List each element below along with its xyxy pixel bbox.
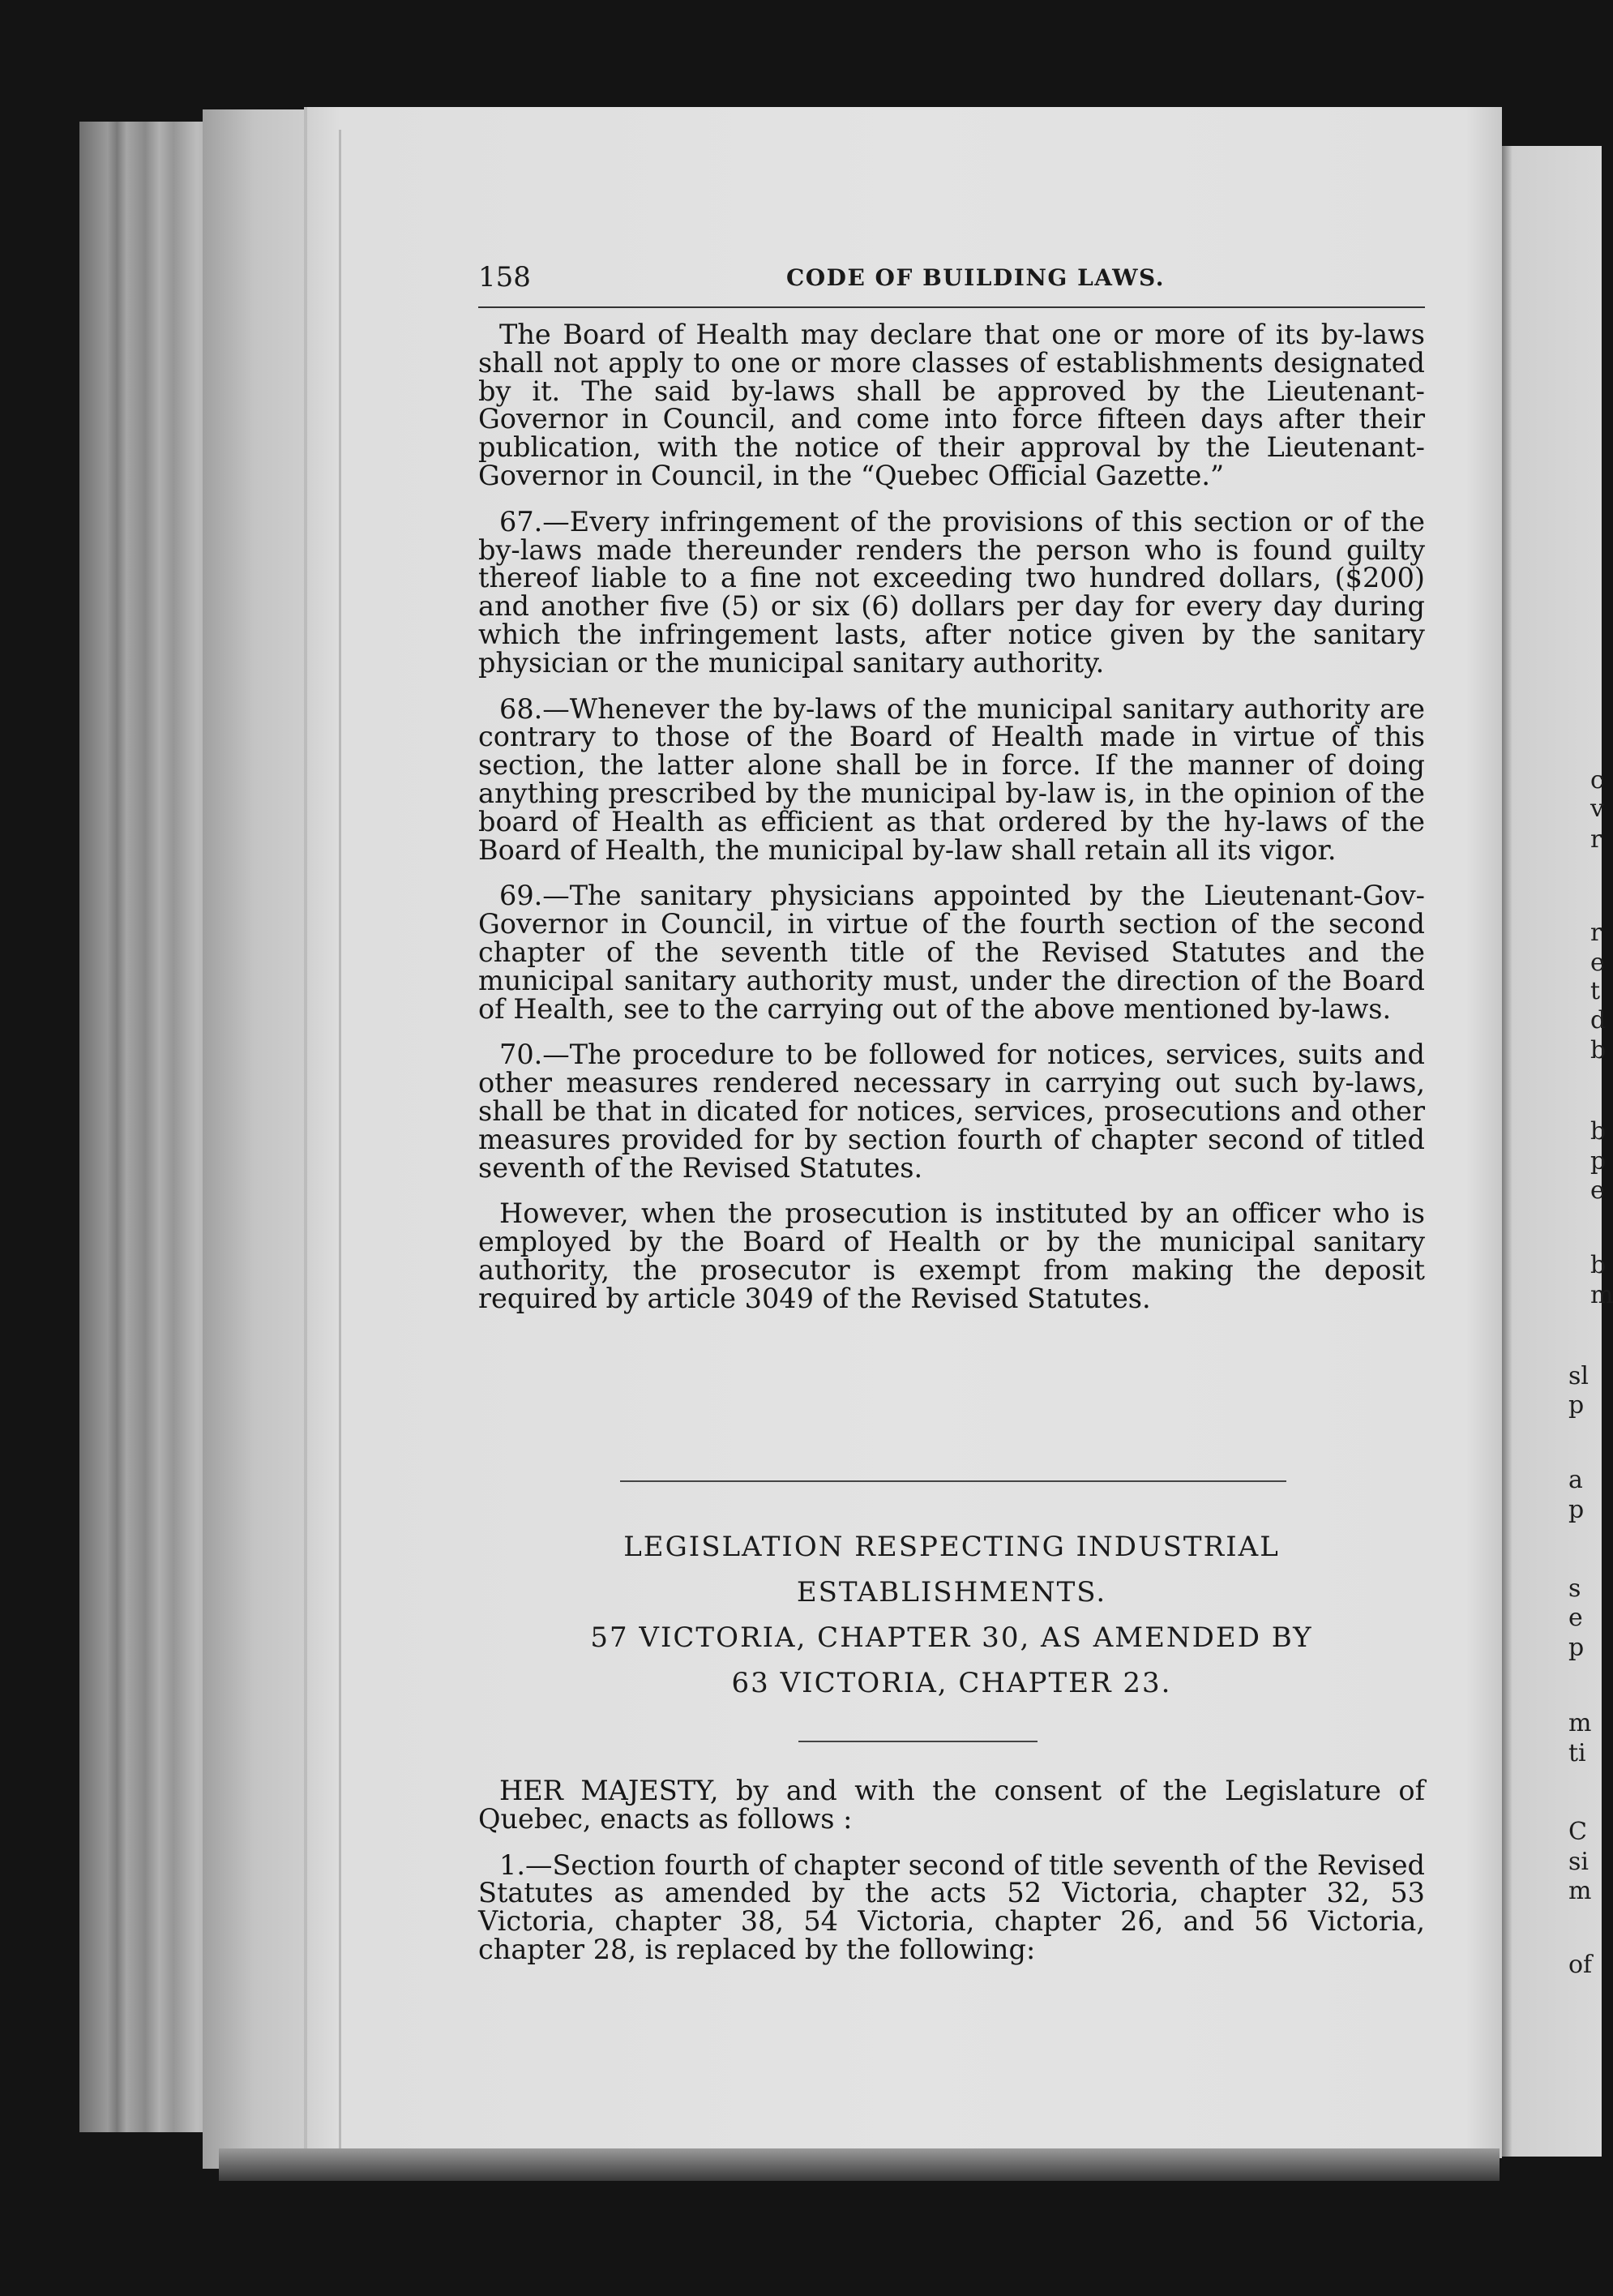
paragraph-section-68: 68.—Whenever the by-laws of the municipal sanitary authority are contrary to those of the Board of Health made in virtue of this section, the latter alone shall be in force. If the manner of doing anything prescribed by the municipal by-law is, in the opinion of the board of Health as efficient as that ordered by the hy-laws of the Board of Health, the municipal by-law shall retain all its vigor. bbox=[478, 692, 1425, 866]
paragraph: The Board of Health may declare that one or more of its by-laws shall not apply to one or more classes of establishments designated by it. The said by-laws shall be approved by the Lieutenant-Governor in Council, and come into force fifteen days after their publication, with the notice of their approval by the Lieutenant-Governor in Council, in the “Quebec Official Gazette.” bbox=[478, 319, 1425, 491]
paragraph: However, when the prosecution is instituted by an officer who is employed by the Board of Health or by the municipal sanitary authority, the prosecutor is exempt from making the deposit required by article 3049 of the Revised Statutes. bbox=[478, 1197, 1425, 1314]
paragraph-section-1: 1.—Section fourth of chapter second of title seventh of the Revised Statutes as amended by the acts 52 Victoria, chapter 32, 53 Victoria, chapter 38, 54 Victoria, chapter 26, and 56 Victoria, chapter 28, is replaced by the following: bbox=[478, 1848, 1425, 1965]
facing-page-fragment: C bbox=[1568, 1818, 1587, 1846]
enacting-clause: HER MAJESTY, by and with the consent of the Legislature of Quebec, enacts as follows : bbox=[478, 1775, 1425, 1835]
facing-page-fragment: of bbox=[1568, 1951, 1593, 1979]
facing-page-fragment: c bbox=[1590, 766, 1604, 795]
section-heading-line: LEGISLATION RESPECTING INDUSTRIAL bbox=[623, 1531, 1280, 1563]
facing-page-fragment: m bbox=[1568, 1877, 1592, 1905]
section-divider bbox=[620, 1480, 1286, 1482]
page-gutter-line bbox=[339, 130, 341, 2148]
paragraph-section-67: 67.—Every infringement of the provisions of this section or of the by-laws made thereunder renders the person who is found guilty thereof liable to a fine not exceeding two hundred dollars, ($200) and another five (5) or six (6) dollars per day for every day during which the infringement lasts, after notice given by the sanitary physician or the municipal sanitary authority. bbox=[478, 505, 1425, 679]
facing-page-fragment: sl bbox=[1568, 1362, 1589, 1390]
facing-page-fragment: b bbox=[1590, 1251, 1607, 1279]
facing-page-fragment: p bbox=[1568, 1634, 1585, 1662]
page-header bbox=[478, 261, 1425, 293]
facing-page-fragment: b bbox=[1590, 1117, 1607, 1146]
facing-page-fragment: d bbox=[1590, 1006, 1607, 1034]
section-heading-line: 63 VICTORIA, CHAPTER 23. bbox=[731, 1667, 1172, 1699]
page-number: 158 bbox=[478, 261, 531, 293]
body-text-continued bbox=[478, 1777, 1425, 1982]
facing-page-fragment: s bbox=[1568, 1574, 1581, 1603]
body-text bbox=[478, 321, 1425, 1331]
facing-page-fragment: si bbox=[1568, 1848, 1589, 1876]
facing-page-fragment: m bbox=[1590, 1281, 1613, 1309]
facing-page-fragment: e bbox=[1590, 949, 1605, 977]
facing-page-fragment: t bbox=[1590, 977, 1601, 1005]
facing-page-fragment: p bbox=[1568, 1391, 1585, 1420]
facing-page-fragment: a bbox=[1568, 1466, 1583, 1494]
paragraph-section-70: 70.—The procedure to be followed for notices, services, suits and other measures rendered necessary in carrying out such by-laws, shall be that in dicated for notices, services, prosecutions and other measures provided for by section fourth of chapter second of titled seventh of the Revised Statutes. bbox=[478, 1039, 1425, 1184]
short-divider bbox=[798, 1741, 1038, 1742]
facing-page-fragment: b bbox=[1590, 1036, 1607, 1064]
section-heading bbox=[478, 1524, 1425, 1706]
header-rule bbox=[478, 306, 1425, 308]
page-bottom-edge bbox=[219, 2148, 1500, 2181]
section-heading-line: ESTABLISHMENTS. bbox=[796, 1576, 1107, 1608]
facing-page-fragment: p bbox=[1590, 1147, 1607, 1176]
running-head: CODE OF BUILDING LAWS. bbox=[786, 264, 1165, 291]
section-heading-line: 57 VICTORIA, CHAPTER 30, AS AMENDED BY bbox=[590, 1621, 1313, 1654]
facing-page-fragment: m bbox=[1568, 1709, 1592, 1737]
paragraph-section-69: 69.—The sanitary physicians appointed by the Lieutenant-Gov-Governor in Council, in virtue of the fourth section of the second chapter of the seventh title of the Revised Statutes and the municipal sanitary authority must, under the direction of the Board of Health, see to the carrying out of the above mentioned by-laws. bbox=[478, 880, 1425, 1025]
facing-page-fragment: ti bbox=[1568, 1739, 1586, 1767]
facing-page-fragment: e bbox=[1590, 1176, 1605, 1205]
facing-page-fragment: v bbox=[1590, 795, 1604, 823]
facing-page-fragment: p bbox=[1568, 1496, 1585, 1524]
facing-page-fragment: e bbox=[1568, 1604, 1583, 1632]
facing-page-fragment: r bbox=[1590, 825, 1602, 854]
facing-page-fragment: r bbox=[1590, 919, 1602, 947]
